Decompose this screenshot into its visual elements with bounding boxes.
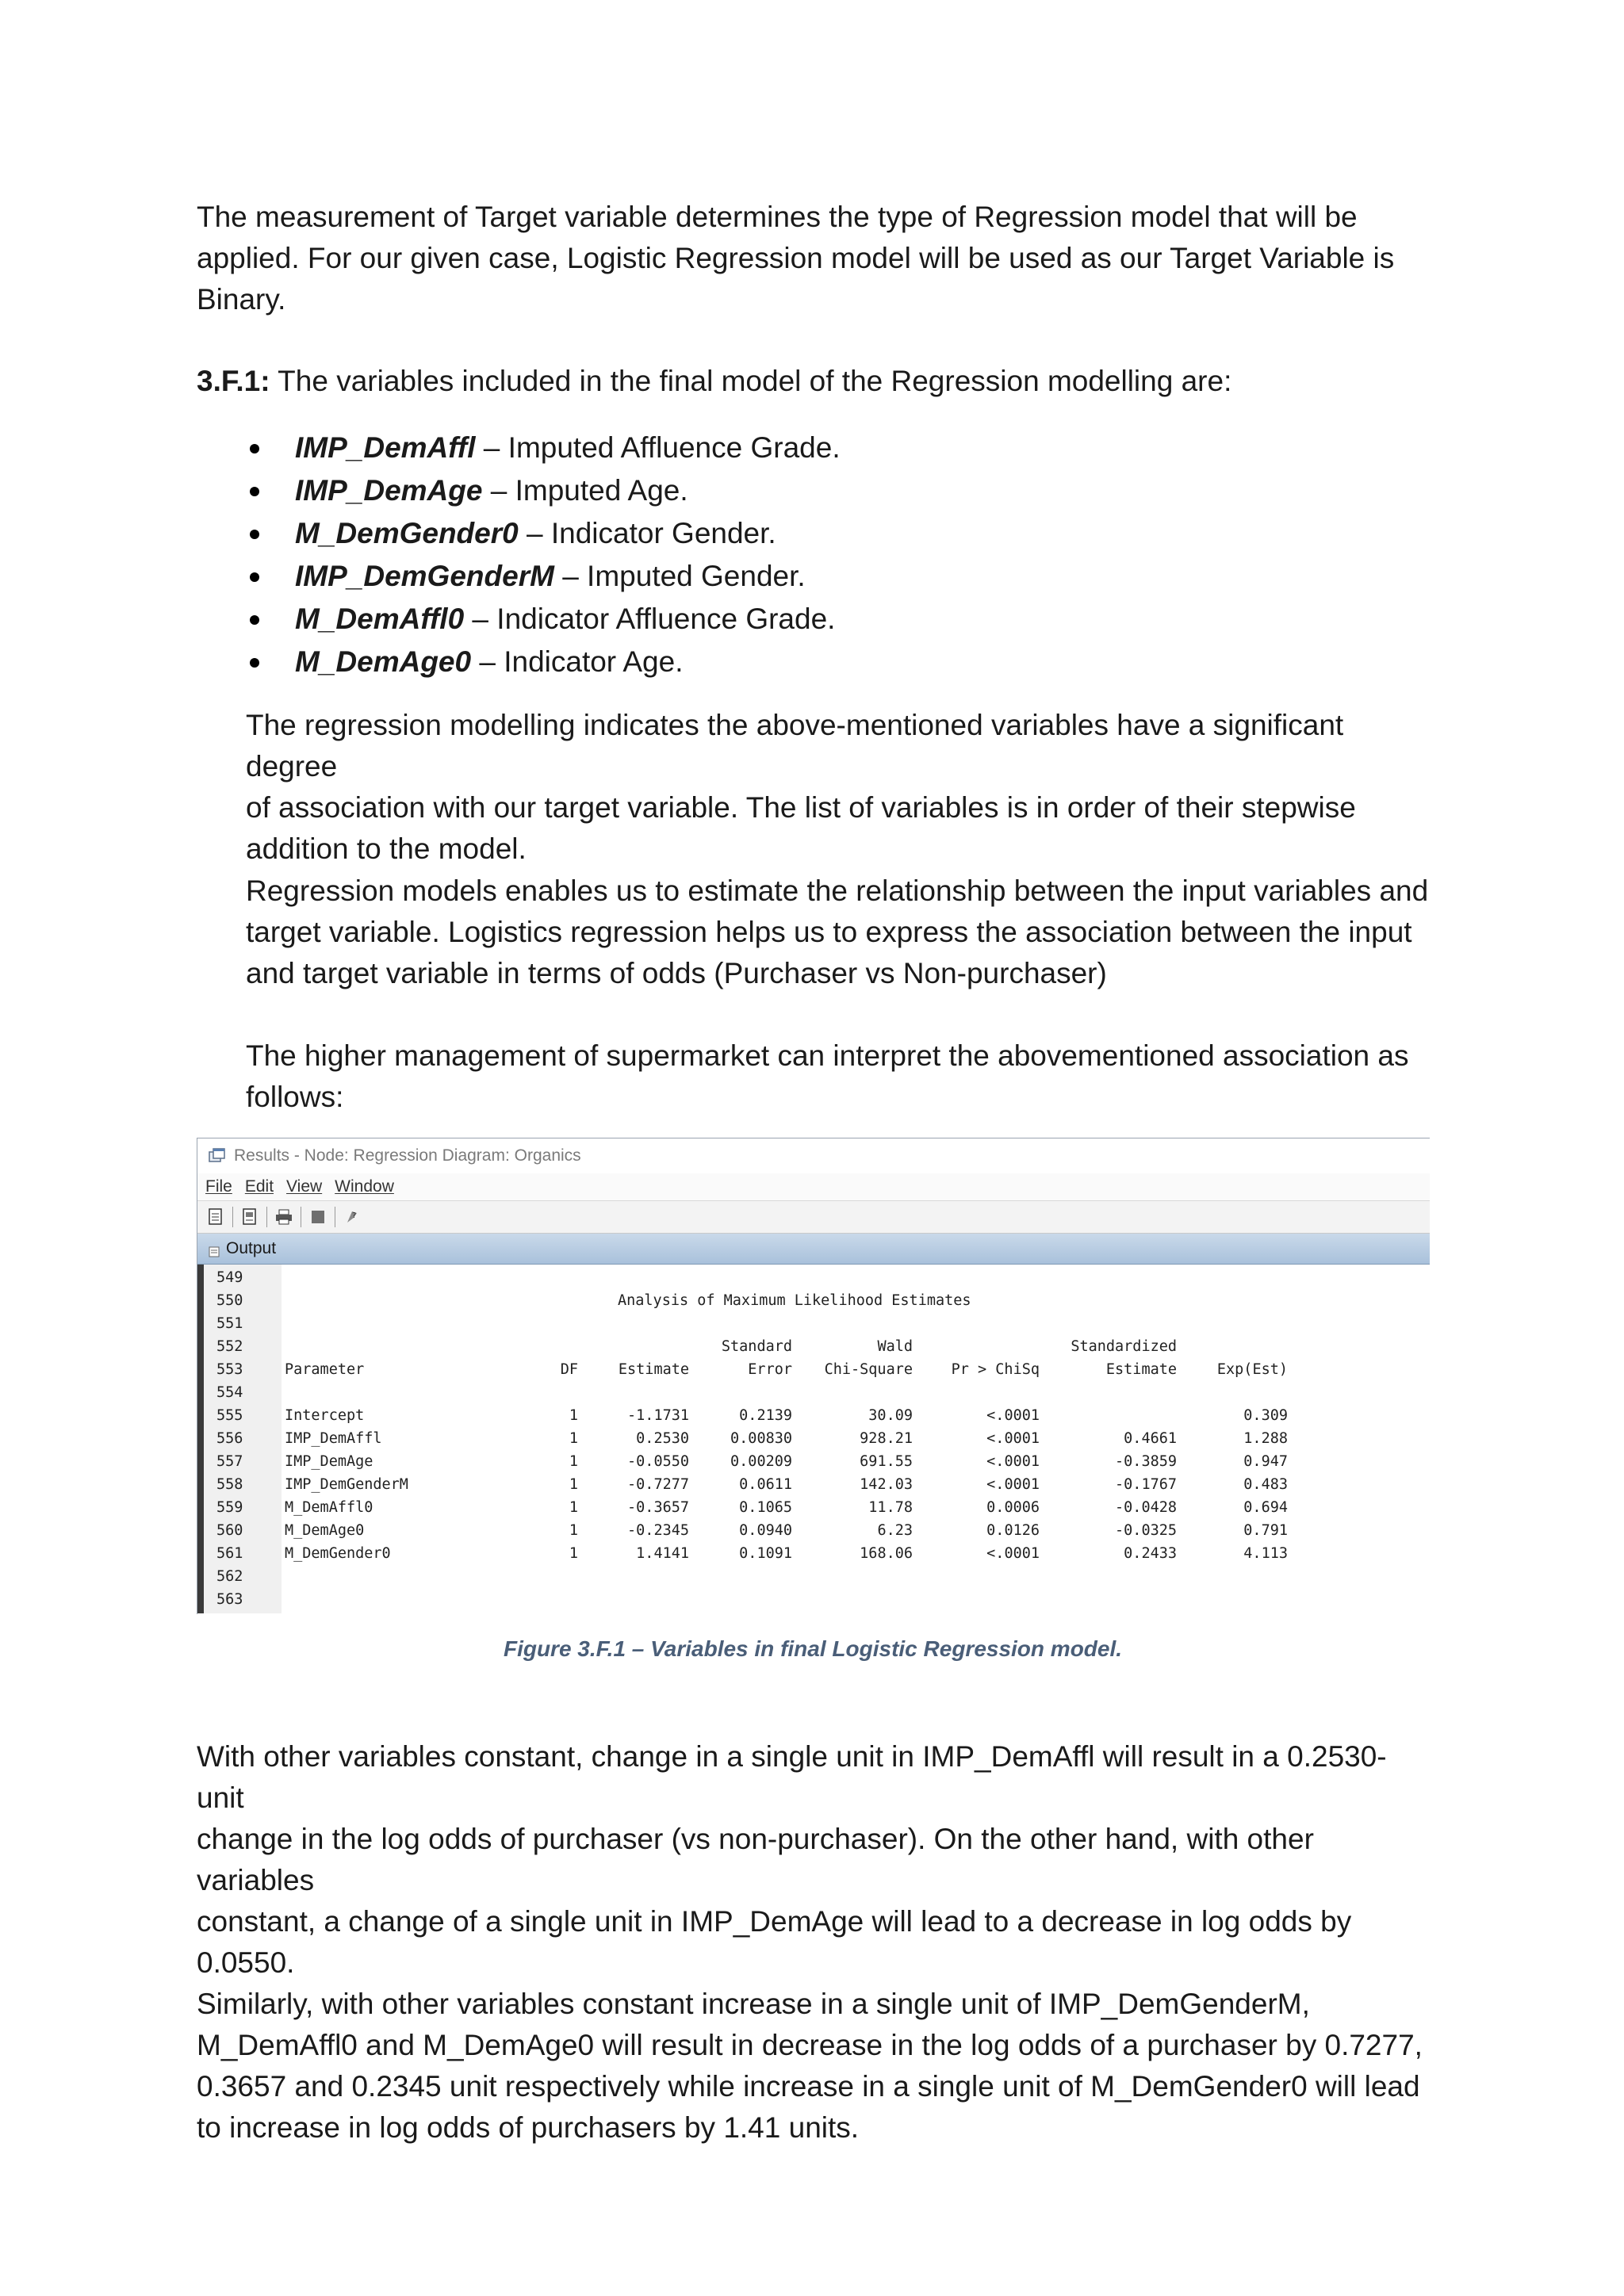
management-paragraph — [246, 1035, 1435, 1118]
paragraph-line: M_DemAffl0 and M_DemAge0 will result in decrease in the log odds of a purchaser by 0.7277, — [197, 2029, 1423, 2061]
table-cell — [1070, 1404, 1177, 1427]
table-cell: 1 — [569, 1522, 578, 1539]
table-cell: Estimate — [1105, 1361, 1177, 1378]
table-cell: 0.1091 — [739, 1545, 792, 1562]
output-icon — [209, 1243, 220, 1254]
table-cell: M_DemAge0 — [285, 1522, 365, 1539]
list-item — [246, 641, 841, 683]
table-cell: 1.288 — [1243, 1430, 1288, 1447]
table-cell: 0.1065 — [739, 1499, 792, 1516]
table-cell: Chi-Square — [824, 1361, 913, 1378]
table-cell: 0.309 — [1243, 1407, 1288, 1424]
table-cell: Standardized — [1071, 1338, 1177, 1355]
line-number: 551 — [216, 1315, 243, 1332]
table-cell: Exp(Est) — [1216, 1361, 1288, 1378]
variable-name: M_DemAge0 — [295, 645, 472, 678]
line-number: 553 — [216, 1361, 243, 1378]
paragraph-line: and target variable in terms of odds (Purchaser vs Non-purchaser) — [246, 957, 1107, 989]
table-cell: 30.09 — [868, 1407, 913, 1424]
variable-desc: – Imputed Age. — [482, 474, 688, 507]
variable-desc: – Indicator Affluence Grade. — [464, 603, 836, 635]
intro-line: applied. For our given case, Logistic Regression model will be used as our Target Variable is — [197, 242, 1395, 274]
toolbar — [197, 1200, 1430, 1234]
menu-view[interactable]: View — [286, 1177, 323, 1196]
line-number: 554 — [216, 1384, 243, 1401]
window-title: Results - Node: Regression Diagram: Organics — [234, 1146, 581, 1165]
variable-name: IMP_DemGenderM — [295, 560, 554, 592]
table-cell: <.0001 — [986, 1407, 1040, 1424]
line-number: 550 — [216, 1292, 243, 1309]
window-titlebar — [197, 1138, 1430, 1173]
figure-caption: Figure 3.F.1 – Variables in final Logistic Regression model. — [503, 1636, 1123, 1661]
table-cell: 0.2530 — [636, 1430, 689, 1447]
menu-window[interactable]: Window — [335, 1177, 394, 1196]
table-cell: -0.2345 — [627, 1522, 689, 1539]
table-cell: 0.791 — [1243, 1522, 1288, 1539]
table-cell: -0.1767 — [1115, 1476, 1177, 1493]
table-cell: <.0001 — [986, 1476, 1040, 1493]
table-cell: 691.55 — [860, 1453, 913, 1470]
help-icon[interactable] — [342, 1207, 362, 1227]
table-cell: 1 — [569, 1545, 578, 1562]
line-number: 556 — [216, 1430, 243, 1447]
list-item — [246, 555, 841, 598]
table-cell: 0.694 — [1243, 1499, 1288, 1516]
variable-desc: – Indicator Gender. — [518, 517, 776, 549]
line-number: 559 — [216, 1499, 243, 1516]
section-label: 3.F.1: — [197, 365, 270, 397]
table-cell: <.0001 — [986, 1453, 1040, 1470]
menu-edit[interactable]: Edit — [244, 1177, 274, 1196]
table-cell: -0.0325 — [1115, 1522, 1177, 1539]
intro-paragraph — [197, 197, 1426, 320]
table-cell: -0.3859 — [1115, 1453, 1177, 1470]
paragraph-line: With other variables constant, change in a single unit in IMP_DemAffl will result in a 0.2530-unit — [197, 1740, 1387, 1814]
variable-name: IMP_DemAffl — [295, 431, 476, 464]
toolbar-separator — [232, 1207, 233, 1227]
table-cell: Error — [748, 1361, 792, 1378]
variable-list — [246, 427, 841, 683]
table-title: Analysis of Maximum Likelihood Estimates — [618, 1292, 971, 1309]
line-number: 557 — [216, 1453, 243, 1470]
intro-line: The measurement of Target variable determines the type of Regression model that will be — [197, 201, 1358, 233]
paragraph-line: follows: — [246, 1081, 344, 1113]
table-cell: Standard — [721, 1338, 792, 1355]
table-cell: 0.483 — [1243, 1476, 1288, 1493]
line-number: 555 — [216, 1407, 243, 1424]
variable-desc: – Indicator Age. — [471, 645, 684, 678]
table-cell: 0.2433 — [1124, 1545, 1177, 1562]
table-cell: Parameter — [285, 1361, 365, 1378]
table-cell: 11.78 — [868, 1499, 913, 1516]
table-cell: 0.0126 — [986, 1522, 1040, 1539]
line-number: 561 — [216, 1545, 243, 1562]
table-cell: <.0001 — [986, 1430, 1040, 1447]
table-cell: -0.0550 — [627, 1453, 689, 1470]
table-cell: 0.2139 — [739, 1407, 792, 1424]
table-cell: -0.3657 — [627, 1499, 689, 1516]
table-cell: 0.0006 — [986, 1499, 1040, 1516]
table-cell: IMP_DemAge — [285, 1453, 373, 1470]
results-window-icon — [209, 1148, 226, 1164]
line-number: 552 — [216, 1338, 243, 1355]
section-text: The variables included in the final model of the Regression modelling are: — [270, 365, 1232, 397]
table-cell: 0.4661 — [1124, 1430, 1177, 1447]
significance-paragraph — [246, 705, 1435, 870]
paragraph-line: The higher management of supermarket can interpret the abovementioned association as — [246, 1039, 1409, 1072]
table-cell: -1.1731 — [627, 1407, 689, 1424]
line-number: 562 — [216, 1568, 243, 1585]
table-cell: 0.947 — [1243, 1453, 1288, 1470]
table-cell: 928.21 — [860, 1430, 913, 1447]
variable-name: M_DemGender0 — [295, 517, 519, 549]
conclusion-paragraph — [197, 1736, 1426, 2149]
paragraph-line: to increase in log odds of purchasers by 1.41 units. — [197, 2111, 860, 2144]
table-cell: Estimate — [618, 1361, 689, 1378]
paragraph-line: Similarly, with other variables constant increase in a single unit of IMP_DemGenderM, — [197, 1988, 1310, 2020]
intro-line: Binary. — [197, 283, 286, 316]
output-text-area[interactable] — [197, 1265, 1430, 1613]
table-cell: M_DemGender0 — [285, 1545, 391, 1562]
table-cell: Wald — [877, 1338, 913, 1355]
table-cell: 168.06 — [860, 1545, 913, 1562]
menu-file[interactable]: File — [205, 1177, 232, 1196]
table-cell: 1.4141 — [636, 1545, 689, 1562]
table-cell: 0.0940 — [739, 1522, 792, 1539]
variable-name: IMP_DemAge — [295, 474, 483, 507]
stop-icon[interactable] — [308, 1207, 328, 1227]
table-cell: 0.00209 — [730, 1453, 792, 1470]
paragraph-line: constant, a change of a single unit in IMP_DemAge will lead to a decrease in log odds by 0.0550. — [197, 1905, 1352, 1979]
menu-bar — [197, 1173, 1430, 1200]
table-cell: DF — [560, 1361, 578, 1378]
paragraph-line: Regression models enables us to estimate the relationship between the input variables and — [246, 874, 1429, 907]
list-item — [246, 512, 841, 555]
output-panel-header — [197, 1234, 1430, 1265]
table-cell: 6.23 — [877, 1522, 913, 1539]
table-cell: IMP_DemGenderM — [285, 1476, 408, 1493]
variable-desc: – Imputed Gender. — [553, 560, 806, 592]
section-heading — [197, 361, 1426, 402]
paragraph-line: change in the log odds of purchaser (vs non-purchaser). On the other hand, with other variables — [197, 1823, 1314, 1896]
paragraph-line: The regression modelling indicates the above-mentioned variables have a significant degree — [246, 709, 1344, 783]
table-cell: 0.00830 — [730, 1430, 792, 1447]
toolbar-separator — [266, 1207, 267, 1227]
table-cell: 1 — [569, 1453, 578, 1470]
paragraph-line: target variable. Logistics regression helps us to express the association between the input — [246, 916, 1412, 948]
properties-icon[interactable] — [239, 1207, 260, 1227]
table-cell: 4.113 — [1243, 1545, 1288, 1562]
paragraph-line: addition to the model. — [246, 832, 527, 865]
table-cell: <.0001 — [986, 1545, 1040, 1562]
table-cell: 1 — [569, 1430, 578, 1447]
svg-text:?: ? — [352, 1211, 357, 1220]
variable-name: M_DemAffl0 — [295, 603, 465, 635]
line-number: 563 — [216, 1591, 243, 1608]
new-document-icon[interactable] — [205, 1207, 226, 1227]
results-window — [197, 1138, 1430, 1614]
list-item — [246, 469, 841, 512]
table-cell: -0.7277 — [627, 1476, 689, 1493]
table-cell: 1 — [569, 1407, 578, 1424]
list-item — [246, 598, 841, 641]
line-number: 560 — [216, 1522, 243, 1539]
line-number: 558 — [216, 1476, 243, 1493]
print-icon[interactable] — [274, 1207, 294, 1227]
output-label: Output — [226, 1239, 277, 1257]
table-cell: 0.0611 — [739, 1476, 792, 1493]
list-item — [246, 427, 841, 469]
table-cell: IMP_DemAffl — [285, 1430, 382, 1447]
table-cell: 142.03 — [860, 1476, 913, 1493]
models-paragraph — [246, 871, 1435, 994]
paragraph-line: 0.3657 and 0.2345 unit respectively while increase in a single unit of M_DemGender0 will lead — [197, 2070, 1420, 2103]
table-cell: -0.0428 — [1115, 1499, 1177, 1516]
table-cell: 1 — [569, 1499, 578, 1516]
table-cell: Intercept — [285, 1407, 365, 1424]
table-cell: 1 — [569, 1476, 578, 1493]
table-cell: Pr > ChiSq — [951, 1361, 1040, 1378]
variable-desc: – Imputed Affluence Grade. — [475, 431, 841, 464]
line-number: 549 — [216, 1269, 243, 1286]
table-cell: M_DemAffl0 — [285, 1499, 373, 1516]
paragraph-line: of association with our target variable. The list of variables is in order of their stepwise — [246, 791, 1356, 824]
